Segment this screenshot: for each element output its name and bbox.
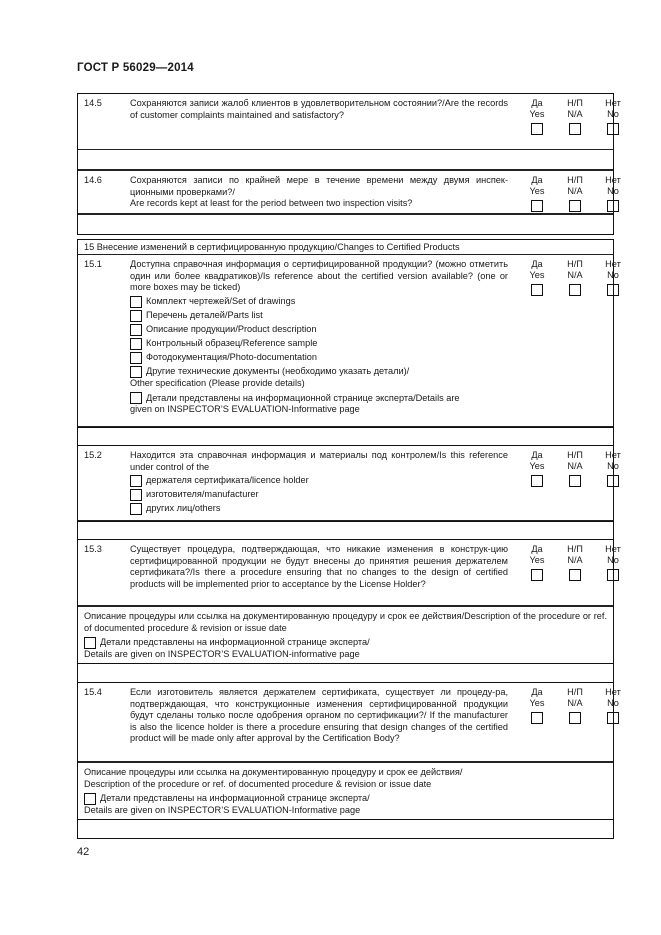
procedure-description-15-4: Описание процедуры или ссылка на документированную процедуру и срок ее действия/ Description of the procedure or ref. of documented procedure & revision or issue date Детали представлены на информационной странице эксперта/ Details are given on INSPECTOR’S EVALUATION-Informative page xyxy=(78,762,613,820)
answer-na: Н/П N/A xyxy=(556,175,594,212)
details-checkbox[interactable] xyxy=(130,392,142,404)
answer-yes: Да Yes xyxy=(518,450,556,515)
answer-options xyxy=(518,544,632,590)
na-checkbox[interactable] xyxy=(569,284,581,296)
parts-list-checkbox[interactable] xyxy=(130,310,142,322)
option-photo-documentation: Фотодокументация/Photo-documentation xyxy=(130,352,508,364)
answer-no: Нет No xyxy=(594,687,632,745)
yes-checkbox[interactable] xyxy=(531,284,543,296)
no-checkbox[interactable] xyxy=(607,200,619,212)
details-checkbox[interactable] xyxy=(84,793,96,805)
section-14-table xyxy=(77,93,621,235)
answer-na: Н/П N/A xyxy=(556,450,594,515)
notes-row[interactable] xyxy=(78,427,613,446)
no-checkbox[interactable] xyxy=(607,712,619,724)
option-parts-list: Перечень деталей/Parts list xyxy=(130,310,508,322)
option-other-specification: Другие технические документы (необходимо указать детали)/ xyxy=(130,366,508,378)
question-number: 14.5 xyxy=(84,98,102,108)
na-checkbox[interactable] xyxy=(569,712,581,724)
answer-no: Нет No xyxy=(594,175,632,212)
others-checkbox[interactable] xyxy=(130,503,142,515)
question-text: Если изготовитель является держателем сертификата, существует ли процеду-ра, подтверждающая, что конструкционные изменения сертифицированной продукции будут сделаны только после одобрения органом по сертификации?/ If the manufacturer is also the licence holder is there a procedure ensuring that design changes of the certified product will be made only after approval by the Certification Body? xyxy=(130,687,508,744)
option-details-inspector: Детали представлены на информационной странице эксперта/ xyxy=(84,793,607,805)
answer-no: Нет No xyxy=(594,450,632,515)
notes-row[interactable] xyxy=(78,664,613,683)
licence-holder-checkbox[interactable] xyxy=(130,475,142,487)
option-drawings: Комплект чертежей/Set of drawings xyxy=(130,296,508,308)
yes-checkbox[interactable] xyxy=(531,200,543,212)
page-number: 42 xyxy=(77,846,90,858)
yes-checkbox[interactable] xyxy=(531,569,543,581)
answer-yes: Да Yes xyxy=(518,687,556,745)
question-text: Находится эта справочная информация и материалы под контролем/Is this reference under control of the держателя сертификата/licence holder изготовителя/manufacturer других лиц/others xyxy=(130,450,508,514)
question-14-6 xyxy=(78,170,621,214)
answer-options xyxy=(518,98,632,135)
option-reference-sample: Контрольный образец/Reference sample xyxy=(130,338,508,350)
manufacturer-checkbox[interactable] xyxy=(130,489,142,501)
section-title: 15 Внесение изменений в сертифицированную продукцию/Changes to Certified Products xyxy=(78,240,613,255)
yes-checkbox[interactable] xyxy=(531,712,543,724)
answer-no: Нет No xyxy=(594,259,632,416)
answer-yes: Да Yes xyxy=(518,175,556,212)
answer-na: Н/П N/A xyxy=(556,259,594,416)
question-text: Доступна справочная информация о сертифицированной продукции? (можно отметить один или более квадратиков)/Is reference about the certified version available? (one or more boxes may be ticked) Комплект чертежей/Set of drawings Перечень деталей/Parts list Описание продукции/Product description Контрольный образец/Reference sample Фотодокументация/Photo-documentation Другие технические документы (необходимо указать детали)/ Other specification (Please provide details) Детали представлены на информационной странице эксперта/Details are given on INSPECTOR’S EVALUATION-Informative page xyxy=(130,259,508,415)
answer-na: Н/П N/A xyxy=(556,687,594,745)
na-checkbox[interactable] xyxy=(569,200,581,212)
reference-sample-checkbox[interactable] xyxy=(130,338,142,350)
other-specification-checkbox[interactable] xyxy=(130,366,142,378)
answer-options xyxy=(518,259,632,416)
question-number: 15.2 xyxy=(84,450,102,460)
yes-checkbox[interactable] xyxy=(531,475,543,487)
answer-options xyxy=(518,687,632,745)
answer-options xyxy=(518,175,632,212)
notes-row[interactable] xyxy=(78,150,613,170)
question-text: Сохраняются записи жалоб клиентов в удовлетворительном состоянии?/Are the records of customer complaints maintained and satisfactory? xyxy=(130,98,508,120)
question-number: 15.1 xyxy=(84,259,102,269)
notes-row[interactable] xyxy=(78,214,613,234)
standard-header: ГОСТ Р 56029—2014 xyxy=(77,62,194,74)
notes-row[interactable] xyxy=(78,820,613,838)
answer-yes: Да Yes xyxy=(518,544,556,590)
option-details-inspector: Детали представлены на информационной странице эксперта/ xyxy=(84,637,607,649)
question-text: Существует процедура, подтверждающая, что никакие изменения в конструк-цию сертифицированной продукции не будут внесены до принятия решения держателем сертификата?/Is there a procedure ensuring that no changes to the design of certified products will be implemented prior to acceptance by the License Holder? xyxy=(130,544,508,589)
answer-no: Нет No xyxy=(594,98,632,135)
option-details-inspector: Детали представлены на информационной странице эксперта/Details are xyxy=(130,392,508,404)
details-checkbox[interactable] xyxy=(84,637,96,649)
answer-yes: Да Yes xyxy=(518,98,556,135)
na-checkbox[interactable] xyxy=(569,475,581,487)
yes-checkbox[interactable] xyxy=(531,123,543,135)
option-others: других лиц/others xyxy=(130,503,508,515)
procedure-description-15-3: Описание процедуры или ссылка на документированную процедуру и срок ее действия/Description of the procedure or ref. of documented procedure & revision or issue date Детали представлены на информационной странице эксперта/ Details are given on INSPECTOR’S EVALUATION-informative page xyxy=(78,606,613,664)
answer-na: Н/П N/A xyxy=(556,544,594,590)
no-checkbox[interactable] xyxy=(607,569,619,581)
question-15-2 xyxy=(78,446,621,521)
drawings-checkbox[interactable] xyxy=(130,296,142,308)
no-checkbox[interactable] xyxy=(607,284,619,296)
question-number: 15.3 xyxy=(84,544,102,554)
question-14-5 xyxy=(78,94,621,150)
question-15-1 xyxy=(78,255,621,427)
product-description-checkbox[interactable] xyxy=(130,324,142,336)
option-manufacturer: изготовителя/manufacturer xyxy=(130,489,508,501)
question-15-3 xyxy=(78,540,621,606)
question-text: Сохраняются записи по крайней мере в течение времени между двумя инспек-ционными проверками?/ Are records kept at least for the period between two inspection visits? xyxy=(130,175,508,209)
answer-na: Н/П N/A xyxy=(556,98,594,135)
question-number: 14.6 xyxy=(84,175,102,185)
option-product-description: Описание продукции/Product description xyxy=(130,324,508,336)
answer-no: Нет No xyxy=(594,544,632,590)
na-checkbox[interactable] xyxy=(569,123,581,135)
no-checkbox[interactable] xyxy=(607,475,619,487)
answer-yes: Да Yes xyxy=(518,259,556,416)
na-checkbox[interactable] xyxy=(569,569,581,581)
no-checkbox[interactable] xyxy=(607,123,619,135)
section-15-table xyxy=(77,239,621,839)
notes-row[interactable] xyxy=(78,521,613,540)
option-licence-holder: держателя сертификата/licence holder xyxy=(130,475,508,487)
question-15-4 xyxy=(78,683,621,762)
answer-options xyxy=(518,450,632,515)
question-number: 15.4 xyxy=(84,687,102,697)
photo-documentation-checkbox[interactable] xyxy=(130,352,142,364)
